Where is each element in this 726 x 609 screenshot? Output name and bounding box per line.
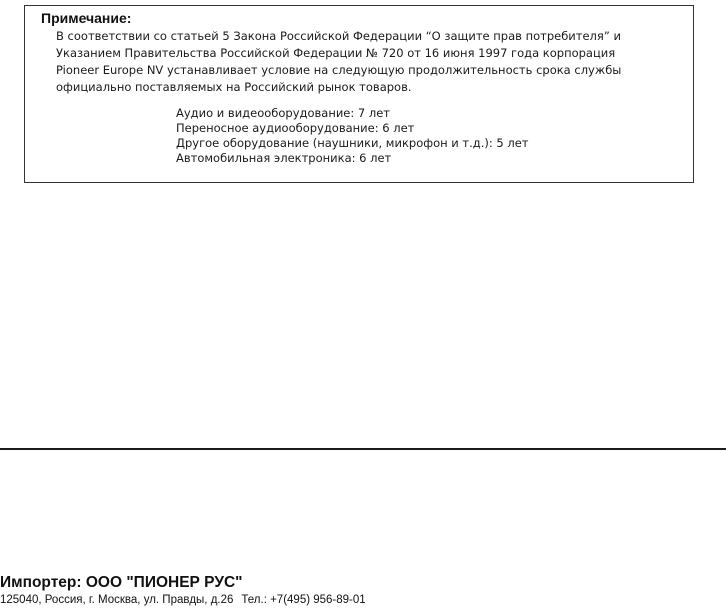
note-line: Pioneer Europe NV устанавливает условие на следующую продолжительность срока службы: [56, 63, 622, 77]
note-paragraph: [56, 28, 692, 96]
service-period-item: Другое оборудование (наушники, микрофон и т.д.): 5 лет: [176, 136, 529, 150]
note-title: Примечание:: [41, 10, 132, 26]
service-period-item: Аудио и видеооборудование: 7 лет: [176, 106, 391, 120]
note-line: Указанием Правительства Российской Федерации № 720 от 16 июня 1997 года корпорация: [56, 46, 616, 60]
note-box: [24, 5, 694, 183]
service-period-list: [176, 106, 529, 166]
note-line: официально поставляемых на Российский рынок товаров.: [56, 80, 412, 94]
note-line: В соответствии со статьей 5 Закона Российской Федерации “О защите прав потребителя” и: [56, 29, 621, 43]
service-period-item: Переносное аудиооборудование: 6 лет: [176, 121, 415, 135]
importer-contact: [0, 593, 366, 607]
importer-address: 125040, Россия, г. Москва, ул. Правды, д.26: [0, 594, 234, 606]
importer-title: Импортер: ООО "ПИОНЕР РУС": [0, 574, 243, 591]
divider: [0, 448, 726, 450]
service-period-item: Автомобильная электроника: 6 лет: [176, 151, 392, 165]
importer-phone: Тел.: +7(495) 956-89-01: [241, 594, 366, 606]
